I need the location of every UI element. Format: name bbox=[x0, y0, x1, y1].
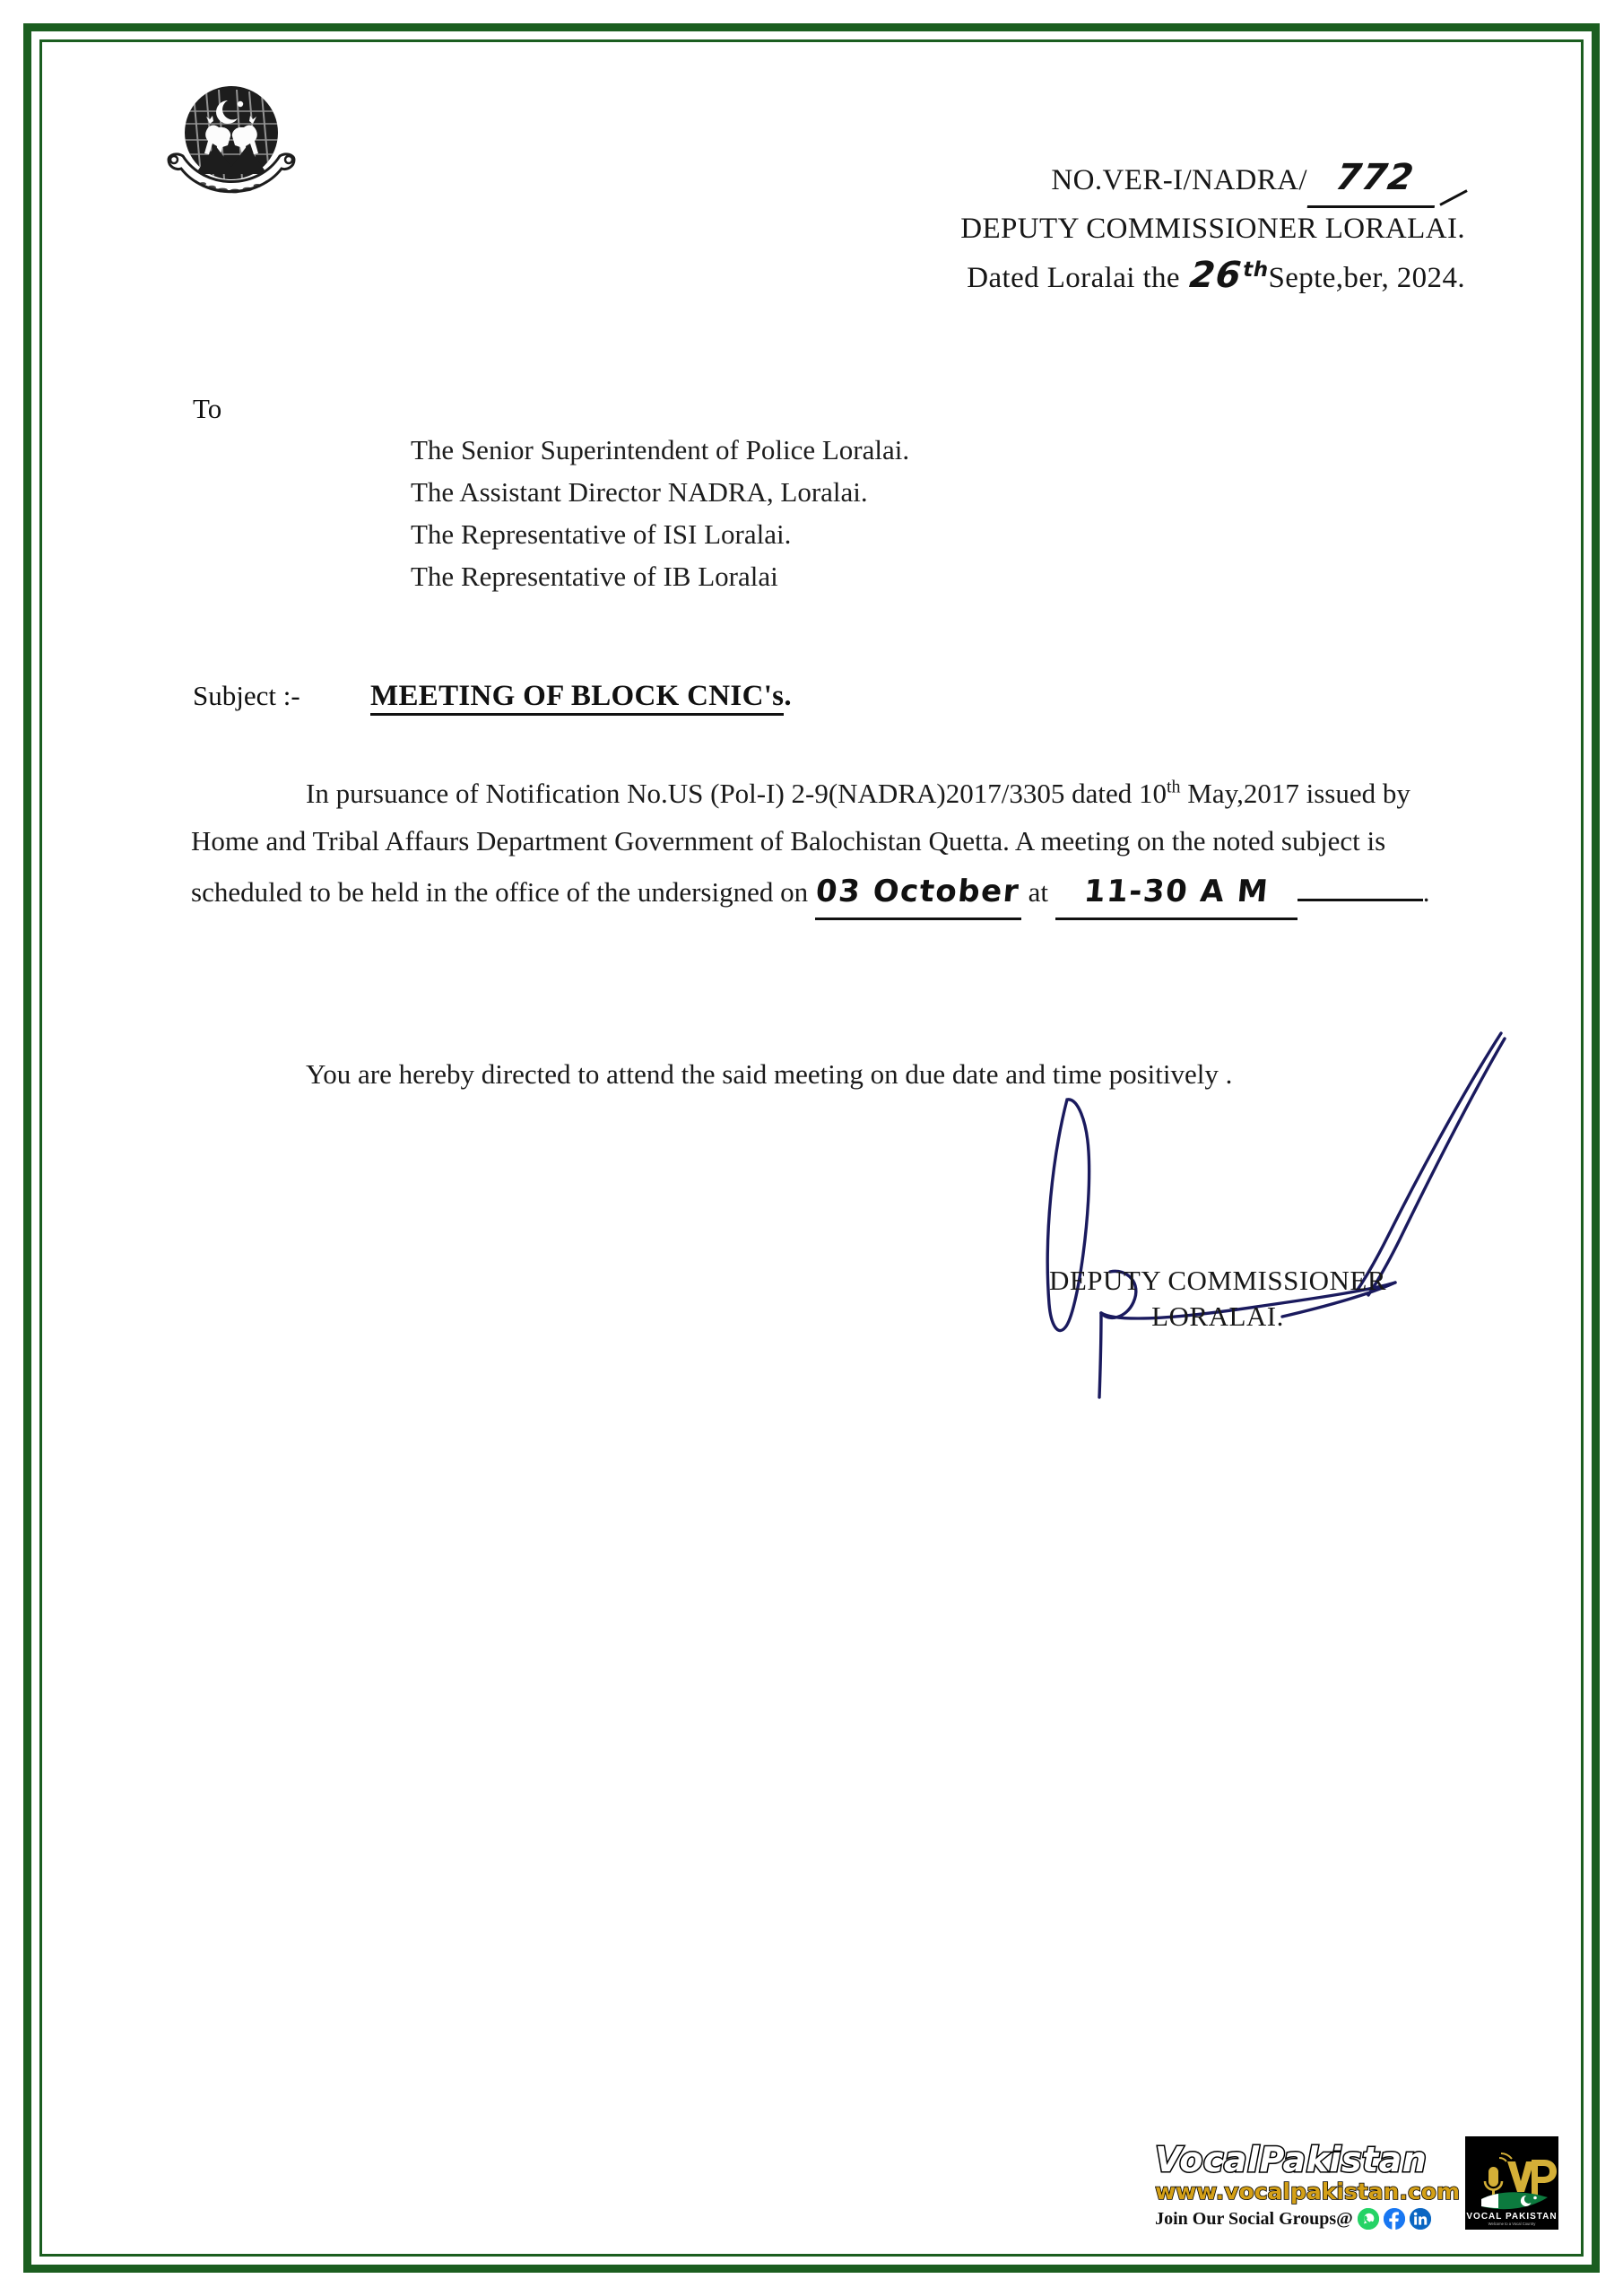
reference-number-handwritten: 772 bbox=[1307, 152, 1443, 208]
body-text-part2: May,2017 issued by Home and Tribal Affaurs Department Government of Balochistan Quetta. A meeting on the noted subject is scheduled to be held in the office of the undersigned on bbox=[191, 778, 1410, 908]
date-rest: Septe,ber, 2024. bbox=[1268, 261, 1465, 294]
letter-date-line bbox=[960, 250, 1465, 301]
list-item: The Representative of IB Loralai bbox=[411, 561, 778, 593]
subject-value bbox=[370, 680, 792, 713]
recipient-list bbox=[411, 429, 909, 597]
issuing-office: DEPUTY COMMISSIONER LORALAI. bbox=[960, 212, 1465, 245]
body-text-para2: You are hereby directed to attend the said meeting on due date and time positively . bbox=[306, 1058, 1233, 1090]
meeting-time-field[interactable] bbox=[1055, 865, 1298, 920]
balochistan-emblem-icon bbox=[142, 77, 321, 212]
letter-header bbox=[960, 152, 1465, 300]
date-prefix: Dated Loralai the bbox=[967, 261, 1180, 294]
reference-number-line bbox=[960, 152, 1465, 208]
list-item: The Senior Superintendent of Police Loralai. bbox=[411, 434, 910, 465]
logo-tagline: Welcome to a Vocal Country bbox=[1488, 2222, 1536, 2226]
ordinal-suffix: th bbox=[1166, 777, 1181, 797]
watermark-join-label: Join Our Social Groups@ bbox=[1155, 2208, 1353, 2229]
signatory-title bbox=[967, 1263, 1469, 1335]
subject-text: MEETING OF BLOCK CNIC's bbox=[370, 680, 784, 716]
subject-period: . bbox=[784, 680, 792, 712]
list-item: The Representative of ISI Loralai. bbox=[411, 518, 792, 551]
sentence-period: . bbox=[1422, 875, 1430, 908]
meeting-date-value: 03 October bbox=[814, 873, 1022, 909]
to-label: To bbox=[193, 393, 222, 424]
watermark-social-row bbox=[1155, 2208, 1460, 2230]
subject-row bbox=[193, 680, 792, 713]
body-paragraph-1 bbox=[191, 770, 1464, 920]
letter-sheet bbox=[52, 52, 1571, 2244]
watermark-brand: VocalPakistan bbox=[1155, 2140, 1428, 2180]
watermark-text-group bbox=[1155, 2140, 1465, 2230]
list-item: The Assistant Director NADRA, Loralai. bbox=[411, 476, 868, 509]
vocal-pakistan-logo bbox=[1465, 2136, 1558, 2230]
at-label: at bbox=[1028, 875, 1048, 908]
signatory-title-line1: DEPUTY COMMISSIONER bbox=[1048, 1265, 1387, 1296]
signatory-title-line2: LORALAI. bbox=[1151, 1300, 1284, 1333]
subject-label: Subject :- bbox=[193, 680, 300, 711]
reference-label: NO.VER-I/NADRA/ bbox=[1051, 164, 1307, 196]
body-text-part1: In pursuance of Notification No.US (Pol-I) 2-9(NADRA)2017/3305 dated 10 bbox=[306, 778, 1167, 809]
date-day-suffix: th bbox=[1243, 257, 1269, 282]
logo-text: VOCAL PAKISTAN bbox=[1466, 2212, 1558, 2222]
signature-block bbox=[967, 1021, 1523, 1415]
meeting-date-field[interactable] bbox=[815, 865, 1021, 920]
watermark-footer bbox=[1155, 2136, 1558, 2230]
trailing-rule bbox=[1298, 899, 1423, 901]
meeting-time-value: 11-30 A M bbox=[1081, 873, 1271, 909]
whatsapp-icon[interactable] bbox=[1358, 2208, 1379, 2230]
linkedin-icon[interactable] bbox=[1410, 2208, 1431, 2230]
facebook-icon[interactable] bbox=[1384, 2208, 1405, 2230]
watermark-url[interactable]: www.vocalpakistan.com bbox=[1155, 2179, 1460, 2205]
date-day-handwritten: 26 bbox=[1187, 254, 1244, 296]
handwritten-signature bbox=[967, 1021, 1523, 1406]
